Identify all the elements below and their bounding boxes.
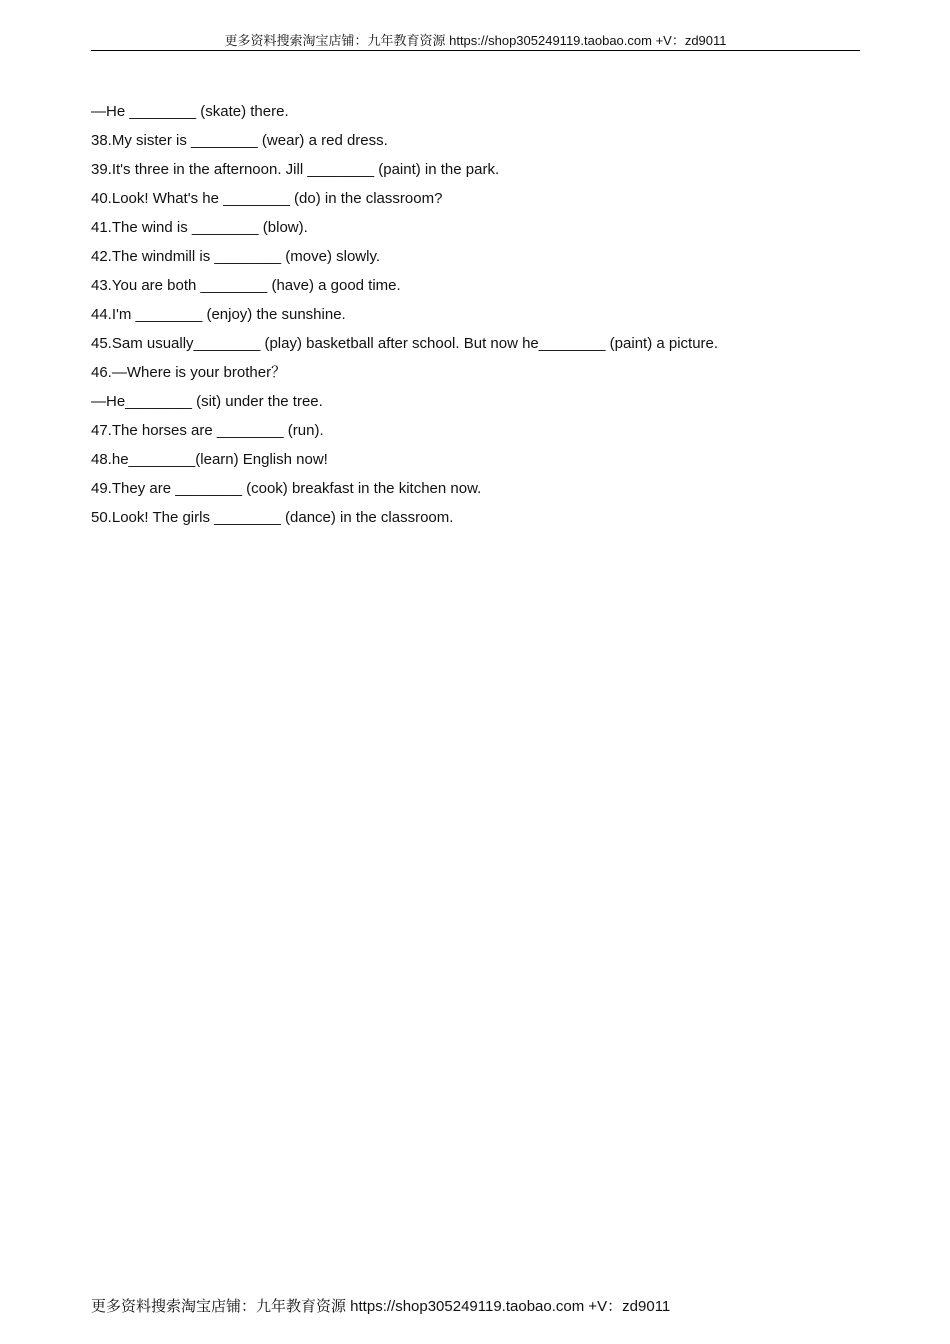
exercise-line: 43.You are both ________ (have) a good time.: [91, 277, 401, 294]
exercise-line: 45.Sam usually________ (play) basketball after school. But now he________ (paint) a picture.: [91, 335, 719, 352]
exercise-line: 49.They are ________ (cook) breakfast in the kitchen now.: [91, 480, 482, 497]
exercise-line: —He________ (sit) under the tree.: [91, 393, 323, 410]
exercise-list: [91, 102, 718, 537]
exercise-line: 38.My sister is ________ (wear) a red dress.: [91, 132, 388, 149]
exercise-line: 41.The wind is ________ (blow).: [91, 219, 308, 236]
exercise-line: 39.It's three in the afternoon. Jill ________ (paint) in the park.: [91, 161, 500, 178]
exercise-line: 46.—Where is your brother？: [91, 364, 287, 381]
exercise-line: 44.I'm ________ (enjoy) the sunshine.: [91, 306, 346, 323]
page-header: 更多资料搜索淘宝店铺：九年教育资源 https://shop305249119.taobao.com +V：zd9011: [224, 33, 727, 48]
page-footer: 更多资料搜索淘宝店铺：九年教育资源 https://shop305249119.taobao.com +V：zd9011: [91, 1298, 671, 1315]
exercise-line: 50.Look! The girls ________ (dance) in the classroom.: [91, 509, 454, 526]
exercise-line: 47.The horses are ________ (run).: [91, 422, 324, 439]
exercise-line: 40.Look! What's he ________ (do) in the classroom?: [91, 190, 443, 207]
exercise-line: 42.The windmill is ________ (move) slowly.: [91, 248, 381, 265]
exercise-line: —He ________ (skate) there.: [91, 103, 289, 120]
header-divider: [91, 50, 860, 51]
exercise-line: 48.he________(learn) English now!: [91, 451, 328, 468]
